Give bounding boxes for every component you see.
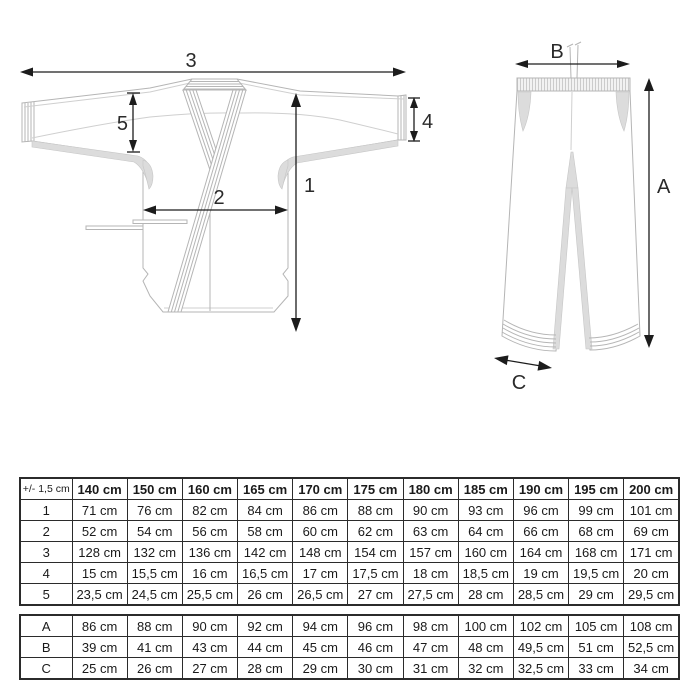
dimension-arrow-C	[494, 355, 552, 370]
size-value-cell: 164 cm	[513, 542, 568, 563]
size-value-cell: 93 cm	[458, 500, 513, 521]
size-column-header: 200 cm	[624, 478, 679, 500]
size-column-header: 150 cm	[127, 478, 182, 500]
dimension-label-1: 1	[304, 175, 316, 197]
size-value-cell: 98 cm	[403, 615, 458, 637]
size-row	[20, 584, 679, 606]
waistband	[517, 78, 630, 91]
size-value-cell: 23,5 cm	[72, 584, 127, 606]
dimension-row-label: 4	[20, 563, 72, 584]
size-value-cell: 94 cm	[293, 615, 348, 637]
dimension-label-A: A	[657, 176, 671, 198]
size-value-cell: 90 cm	[403, 500, 458, 521]
dimension-label-3: 3	[185, 50, 197, 72]
size-value-cell: 68 cm	[569, 521, 624, 542]
side-tie	[133, 220, 187, 224]
size-value-cell: 92 cm	[238, 615, 293, 637]
size-value-cell: 64 cm	[458, 521, 513, 542]
size-value-cell: 132 cm	[127, 542, 182, 563]
size-value-cell: 62 cm	[348, 521, 403, 542]
size-value-cell: 27,5 cm	[403, 584, 458, 606]
tolerance-label: +/- 1,5 cm	[20, 478, 72, 500]
dimension-row-label: 2	[20, 521, 72, 542]
size-value-cell: 90 cm	[182, 615, 237, 637]
size-value-cell: 29 cm	[293, 658, 348, 680]
size-value-cell: 17,5 cm	[348, 563, 403, 584]
size-value-cell: 96 cm	[348, 615, 403, 637]
dimension-label-5: 5	[116, 113, 128, 135]
size-value-cell: 31 cm	[403, 658, 458, 680]
dimension-row-label: A	[20, 615, 72, 637]
size-value-cell: 100 cm	[458, 615, 513, 637]
size-value-cell: 58 cm	[238, 521, 293, 542]
size-value-cell: 29,5 cm	[624, 584, 679, 606]
jacket-size-rows	[20, 500, 679, 606]
jacket-size-table	[19, 477, 680, 606]
side-tie	[86, 226, 143, 230]
size-value-cell: 15 cm	[72, 563, 127, 584]
size-value-cell: 26 cm	[127, 658, 182, 680]
dimension-label-B: B	[550, 41, 564, 63]
size-value-cell: 49,5 cm	[513, 637, 568, 658]
dimension-row-label: 3	[20, 542, 72, 563]
size-value-cell: 168 cm	[569, 542, 624, 563]
size-value-cell: 47 cm	[403, 637, 458, 658]
size-value-cell: 16 cm	[182, 563, 237, 584]
size-column-header: 180 cm	[403, 478, 458, 500]
size-value-cell: 154 cm	[348, 542, 403, 563]
size-value-cell: 29 cm	[569, 584, 624, 606]
size-value-cell: 27 cm	[182, 658, 237, 680]
size-value-cell: 32 cm	[458, 658, 513, 680]
size-value-cell: 86 cm	[72, 615, 127, 637]
size-value-cell: 28,5 cm	[513, 584, 568, 606]
size-value-cell: 84 cm	[238, 500, 293, 521]
size-column-header: 165 cm	[238, 478, 293, 500]
size-value-cell: 136 cm	[182, 542, 237, 563]
drawstring	[567, 42, 581, 78]
size-value-cell: 43 cm	[182, 637, 237, 658]
dimension-label-C: C	[511, 372, 527, 394]
size-value-cell: 28 cm	[458, 584, 513, 606]
dimension-row-label: C	[20, 658, 72, 680]
size-value-cell: 96 cm	[513, 500, 568, 521]
size-value-cell: 102 cm	[513, 615, 568, 637]
size-value-cell: 82 cm	[182, 500, 237, 521]
size-column-header: 195 cm	[569, 478, 624, 500]
dimension-label-4: 4	[422, 111, 434, 133]
size-row	[20, 563, 679, 584]
pants-size-table	[19, 614, 680, 680]
size-column-header: 175 cm	[348, 478, 403, 500]
dimension-row-label: 5	[20, 584, 72, 606]
size-value-cell: 66 cm	[513, 521, 568, 542]
size-header-row	[20, 478, 679, 500]
size-value-cell: 76 cm	[127, 500, 182, 521]
size-value-cell: 33 cm	[569, 658, 624, 680]
size-value-cell: 30 cm	[348, 658, 403, 680]
size-value-cell: 19,5 cm	[569, 563, 624, 584]
dimension-arrow-A	[644, 78, 654, 348]
size-value-cell: 128 cm	[72, 542, 127, 563]
dimension-label-2: 2	[213, 187, 225, 209]
size-value-cell: 148 cm	[293, 542, 348, 563]
size-value-cell: 19 cm	[513, 563, 568, 584]
size-column-header: 160 cm	[182, 478, 237, 500]
pants-size-rows	[20, 615, 679, 679]
size-value-cell: 52 cm	[72, 521, 127, 542]
size-value-cell: 88 cm	[348, 500, 403, 521]
size-value-cell: 60 cm	[293, 521, 348, 542]
size-value-cell: 108 cm	[624, 615, 679, 637]
size-value-cell: 28 cm	[238, 658, 293, 680]
size-value-cell: 15,5 cm	[127, 563, 182, 584]
dimension-arrow-B	[515, 60, 630, 68]
dimension-row-label: B	[20, 637, 72, 658]
size-value-cell: 46 cm	[348, 637, 403, 658]
size-value-cell: 45 cm	[293, 637, 348, 658]
size-row	[20, 500, 679, 521]
size-value-cell: 63 cm	[403, 521, 458, 542]
size-table-header	[20, 478, 679, 500]
size-column-header: 140 cm	[72, 478, 127, 500]
size-value-cell: 157 cm	[403, 542, 458, 563]
pants-diagram	[502, 42, 640, 351]
size-row	[20, 542, 679, 563]
size-value-cell: 56 cm	[182, 521, 237, 542]
size-value-cell: 16,5 cm	[238, 563, 293, 584]
size-value-cell: 101 cm	[624, 500, 679, 521]
size-value-cell: 71 cm	[72, 500, 127, 521]
dimension-row-label: 1	[20, 500, 72, 521]
size-value-cell: 41 cm	[127, 637, 182, 658]
size-value-cell: 69 cm	[624, 521, 679, 542]
size-value-cell: 18,5 cm	[458, 563, 513, 584]
size-value-cell: 27 cm	[348, 584, 403, 606]
size-column-header: 170 cm	[293, 478, 348, 500]
size-value-cell: 34 cm	[624, 658, 679, 680]
dimension-arrow-3	[20, 68, 406, 77]
size-value-cell: 52,5 cm	[624, 637, 679, 658]
size-value-cell: 26 cm	[238, 584, 293, 606]
size-value-cell: 25 cm	[72, 658, 127, 680]
size-value-cell: 39 cm	[72, 637, 127, 658]
size-value-cell: 18 cm	[403, 563, 458, 584]
size-row	[20, 615, 679, 637]
size-row	[20, 658, 679, 680]
size-value-cell: 32,5 cm	[513, 658, 568, 680]
size-value-cell: 51 cm	[569, 637, 624, 658]
size-value-cell: 20 cm	[624, 563, 679, 584]
size-row	[20, 521, 679, 542]
size-value-cell: 26,5 cm	[293, 584, 348, 606]
size-value-cell: 88 cm	[127, 615, 182, 637]
size-value-cell: 48 cm	[458, 637, 513, 658]
size-value-cell: 105 cm	[569, 615, 624, 637]
size-value-cell: 25,5 cm	[182, 584, 237, 606]
size-value-cell: 86 cm	[293, 500, 348, 521]
size-value-cell: 171 cm	[624, 542, 679, 563]
size-column-header: 190 cm	[513, 478, 568, 500]
size-value-cell: 24,5 cm	[127, 584, 182, 606]
size-value-cell: 99 cm	[569, 500, 624, 521]
size-value-cell: 44 cm	[238, 637, 293, 658]
size-value-cell: 142 cm	[238, 542, 293, 563]
size-value-cell: 160 cm	[458, 542, 513, 563]
size-value-cell: 17 cm	[293, 563, 348, 584]
size-column-header: 185 cm	[458, 478, 513, 500]
size-value-cell: 54 cm	[127, 521, 182, 542]
size-row	[20, 637, 679, 658]
dimension-arrow-4	[408, 97, 420, 142]
